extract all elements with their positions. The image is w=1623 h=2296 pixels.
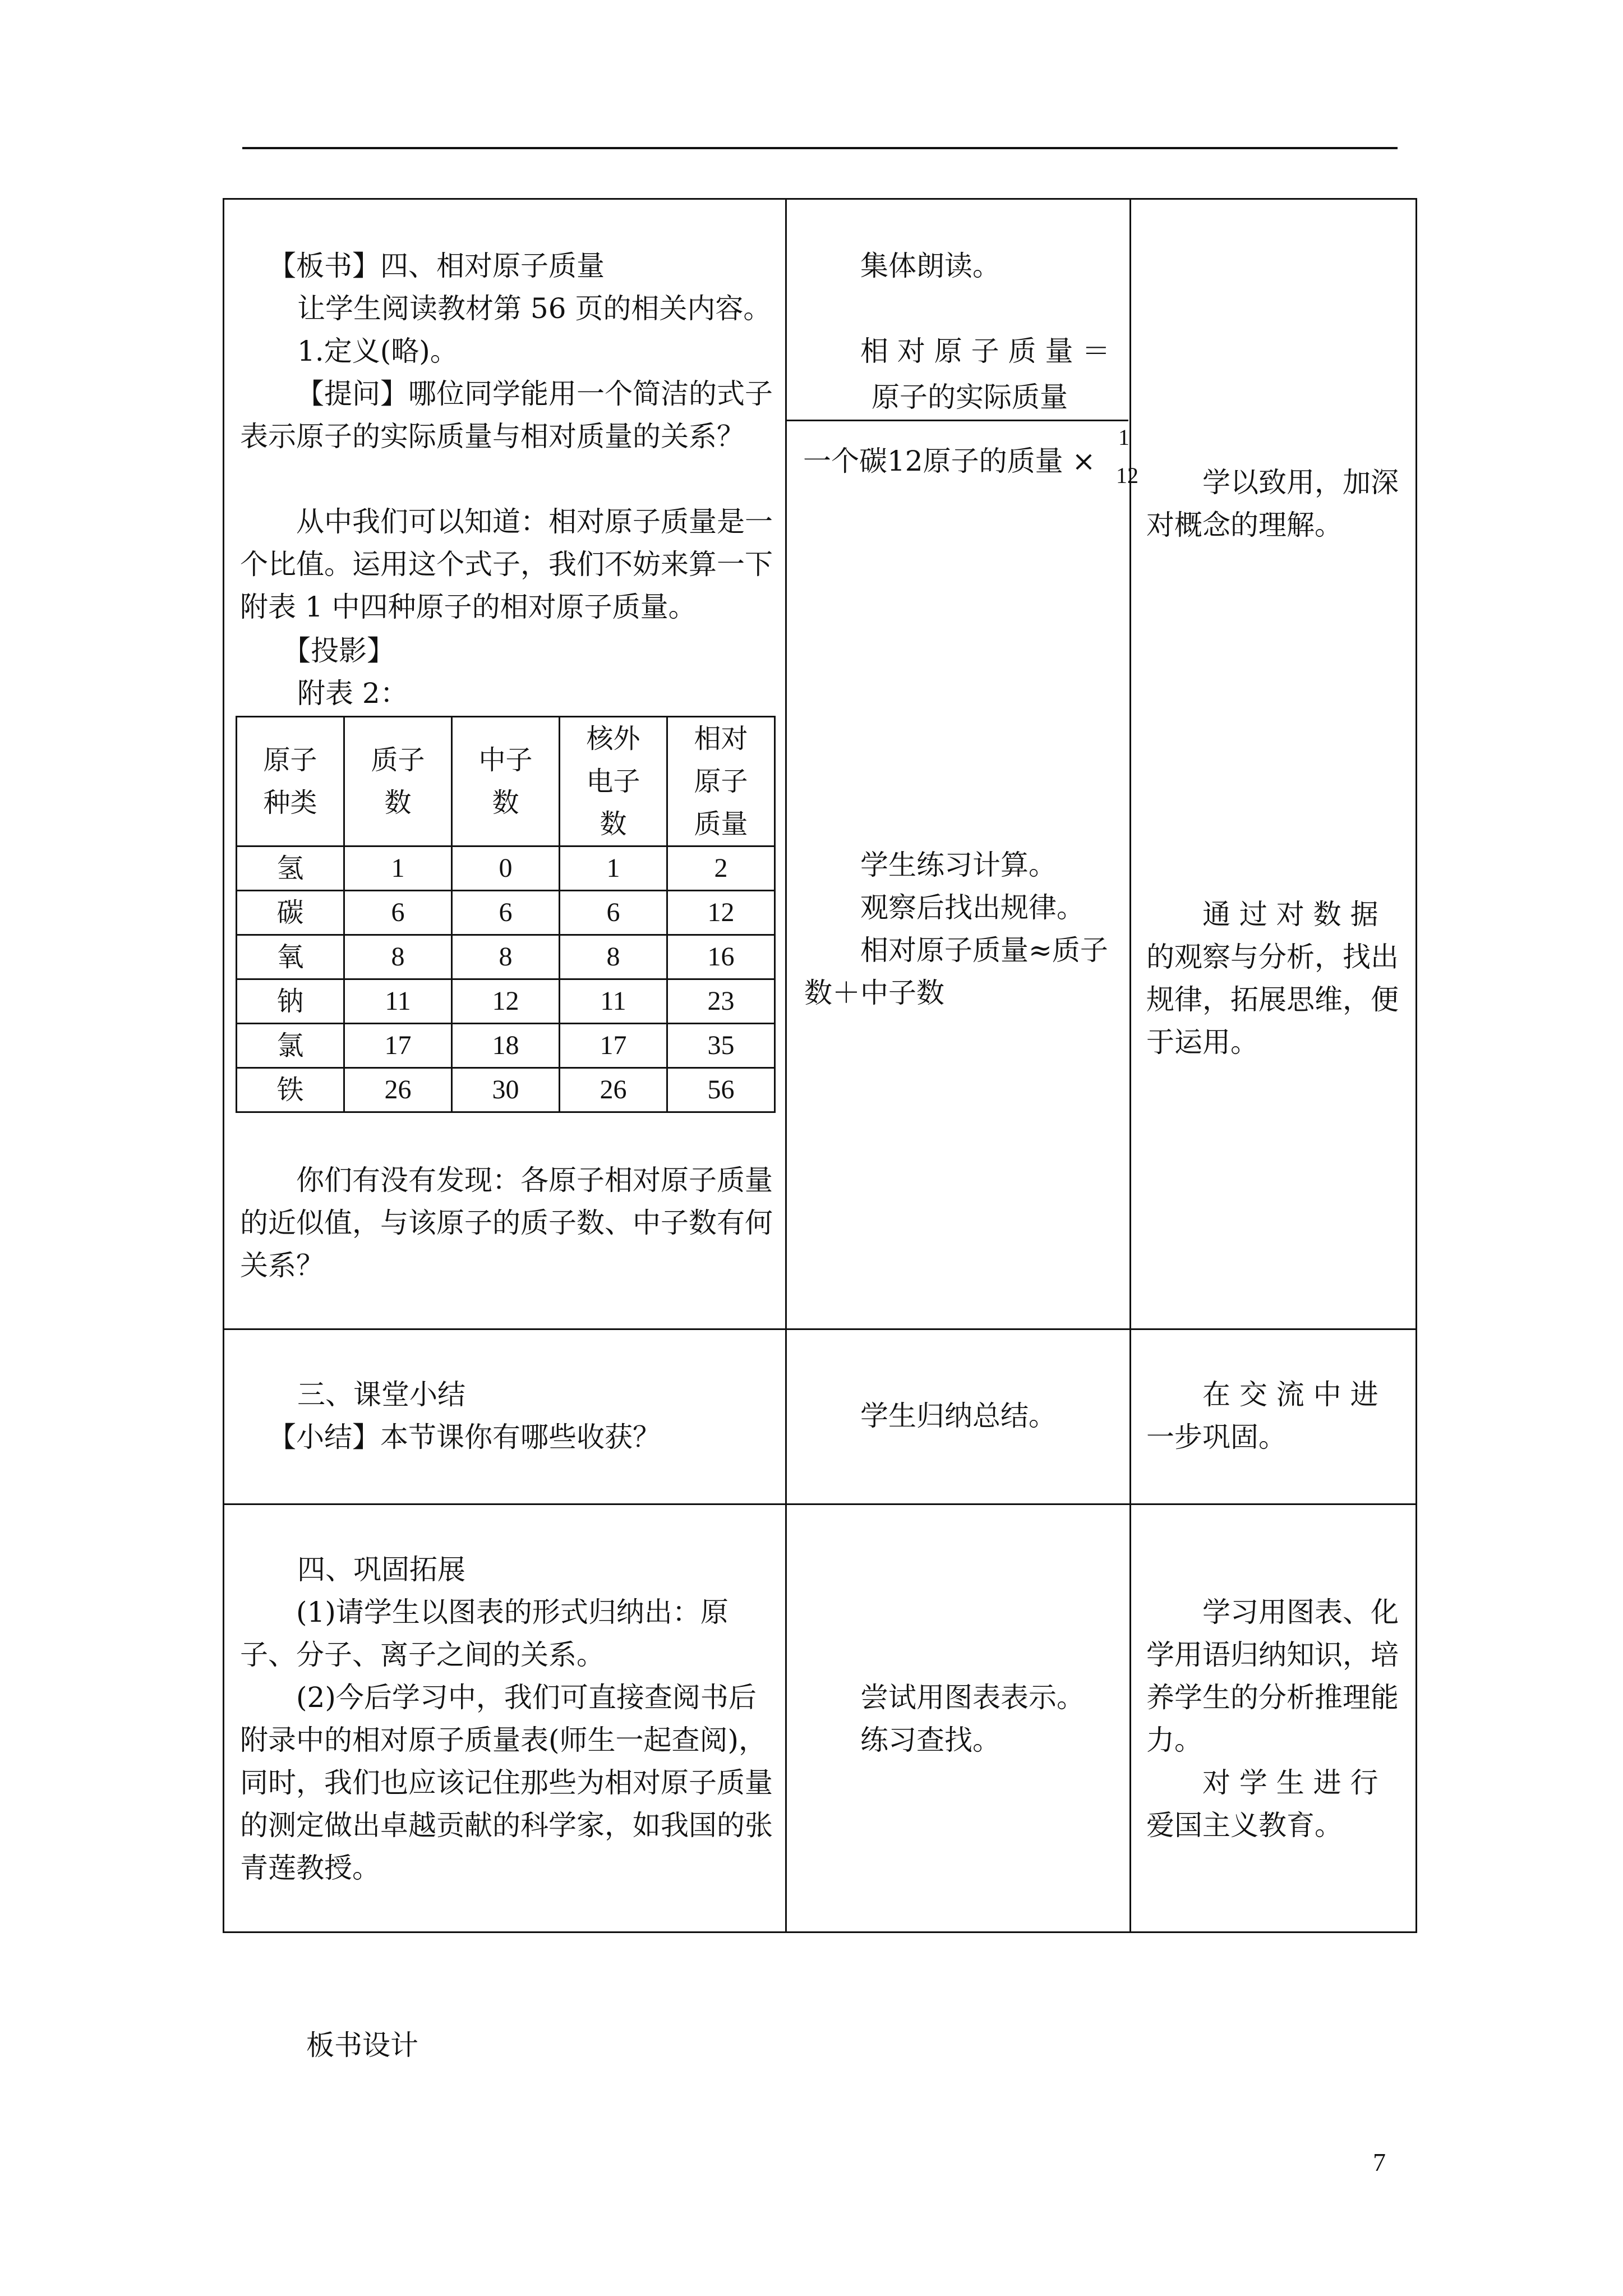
- cell-element: 碳: [237, 891, 344, 935]
- table-border-right: [1415, 198, 1417, 1931]
- header-neutron-count: 中子 数: [452, 717, 560, 846]
- cell-protons: 8: [344, 935, 452, 979]
- table-border-left: [223, 198, 224, 1931]
- table-row: [237, 891, 775, 935]
- summary-prompt: 【小结】本节课你有哪些收获？: [268, 1421, 661, 1453]
- cell-relative-mass: 35: [667, 1024, 775, 1068]
- student-lookup: 练习查找。: [860, 1724, 1000, 1756]
- table-row: [237, 979, 775, 1024]
- formula-denominator: 一个碳12原子的质量 ×: [803, 445, 1096, 477]
- table-divider-2: [1129, 198, 1131, 1931]
- summary-title: 三、课堂小结: [297, 1378, 465, 1411]
- cell-electrons: 11: [560, 979, 667, 1024]
- extension-title: 四、巩固拓展: [297, 1553, 465, 1586]
- extension-item-2: (2)今后学习中，我们可直接查阅书后附录中的相对原子质量表(师生一起查阅)，同时，我们也应该记住那些为相对原子质量的测定做出卓越贡献的科学家，如我国的张青莲教授。: [240, 1681, 773, 1884]
- student-observe: 观察后找出规律。: [860, 891, 1085, 924]
- mass-rule: 相对原子质量≈质子数＋中子数: [804, 934, 1108, 1009]
- student-practice: 学生练习计算。: [860, 849, 1057, 881]
- cell-neutrons: 18: [452, 1024, 560, 1068]
- formula-numerator: 原子的实际质量: [872, 381, 1068, 413]
- reading-instruction: 让学生阅读教材第 56 页的相关内容。: [297, 292, 772, 325]
- ratio-paragraph: 从中我们可以知道：相对原子质量是一个比值。运用这个式子，我们不妨来算一下附表 1 中四种原子的相对原子质量。: [240, 505, 773, 623]
- extension-purpose-1: 学习用图表、化学用语归纳知识，培养学生的分析推理能力。: [1146, 1596, 1399, 1756]
- header-relative-mass: 相对 原子 质量: [667, 717, 775, 846]
- purpose-analysis: 通 过 对 数 据 的观察与分析，找出规律，拓展思维，便于运用。: [1146, 898, 1399, 1059]
- cell-protons: 1: [344, 846, 452, 891]
- cell-neutrons: 8: [452, 935, 560, 979]
- cell-relative-mass: 23: [667, 979, 775, 1024]
- cell-neutrons: 6: [452, 891, 560, 935]
- cell-element: 氯: [237, 1024, 344, 1068]
- fraction-bottom: 12: [1116, 463, 1138, 488]
- table-row: [237, 846, 775, 891]
- cell-electrons: 1: [560, 846, 667, 891]
- cell-electrons: 17: [560, 1024, 667, 1068]
- cell-relative-mass: 12: [667, 891, 775, 935]
- cell-electrons: 6: [560, 891, 667, 935]
- discovery-question: 你们有没有发现：各原子相对原子质量的近似值，与该原子的质子数、中子数有何关系？: [240, 1164, 773, 1282]
- definition-line: 1.定义(略)。: [297, 335, 458, 367]
- group-reading: 集体朗读。: [860, 250, 1000, 282]
- cell-neutrons: 0: [452, 846, 560, 891]
- table-row: [237, 1024, 775, 1068]
- table-divider-1: [785, 198, 787, 1931]
- cell-protons: 17: [344, 1024, 452, 1068]
- table-row: [237, 1068, 775, 1112]
- cell-element: 氧: [237, 935, 344, 979]
- cell-relative-mass: 2: [667, 846, 775, 891]
- board-heading: 【板书】四、相对原子质量: [268, 250, 605, 282]
- purpose-apply: 学以致用，加深对概念的理解。: [1146, 466, 1399, 541]
- fraction-top: 1: [1118, 425, 1129, 450]
- summary-purpose: 在 交 流 中 进 一步巩固。: [1146, 1378, 1378, 1453]
- formula-fraction-bar: [786, 420, 1128, 421]
- cell-relative-mass: 56: [667, 1068, 775, 1112]
- formula-left: 相 对 原 子 质 量 ＝: [860, 335, 1110, 367]
- cell-element: 钠: [237, 979, 344, 1024]
- cell-relative-mass: 16: [667, 935, 775, 979]
- cell-protons: 11: [344, 979, 452, 1024]
- header-electron-count: 核外 电子 数: [560, 717, 667, 846]
- page-number: 7: [1373, 2148, 1386, 2177]
- table-row: [237, 935, 775, 979]
- header-rule: [242, 147, 1398, 149]
- student-chart-attempt: 尝试用图表表示。: [860, 1681, 1085, 1714]
- cell-electrons: 26: [560, 1068, 667, 1112]
- table-caption: 附表 2：: [297, 677, 408, 710]
- cell-neutrons: 30: [452, 1068, 560, 1112]
- atom-data-table: [236, 716, 776, 1113]
- header-atom-type: 原子 种类: [237, 717, 344, 846]
- board-design-heading: 板书设计: [306, 2029, 418, 2062]
- table-border-bottom: [223, 1931, 1417, 1933]
- cell-neutrons: 12: [452, 979, 560, 1024]
- cell-electrons: 8: [560, 935, 667, 979]
- cell-element: 氢: [237, 846, 344, 891]
- header-proton-count: 质子 数: [344, 717, 452, 846]
- extension-item-1: (1)请学生以图表的形式归纳出：原子、分子、离子之间的关系。: [240, 1596, 728, 1671]
- projection-label: 【投影】: [283, 634, 395, 667]
- student-summary: 学生归纳总结。: [860, 1400, 1057, 1432]
- cell-protons: 6: [344, 891, 452, 935]
- question-text: 【提问】哪位同学能用一个简洁的式子表示原子的实际质量与相对质量的关系？: [240, 378, 773, 453]
- row-divider-2: [223, 1503, 1417, 1505]
- row-divider-1: [223, 1328, 1417, 1330]
- table-border-top: [223, 198, 1417, 200]
- cell-protons: 26: [344, 1068, 452, 1112]
- table-header-row: [237, 717, 775, 846]
- cell-element: 铁: [237, 1068, 344, 1112]
- extension-purpose-2: 对 学 生 进 行 爱国主义教育。: [1146, 1766, 1378, 1842]
